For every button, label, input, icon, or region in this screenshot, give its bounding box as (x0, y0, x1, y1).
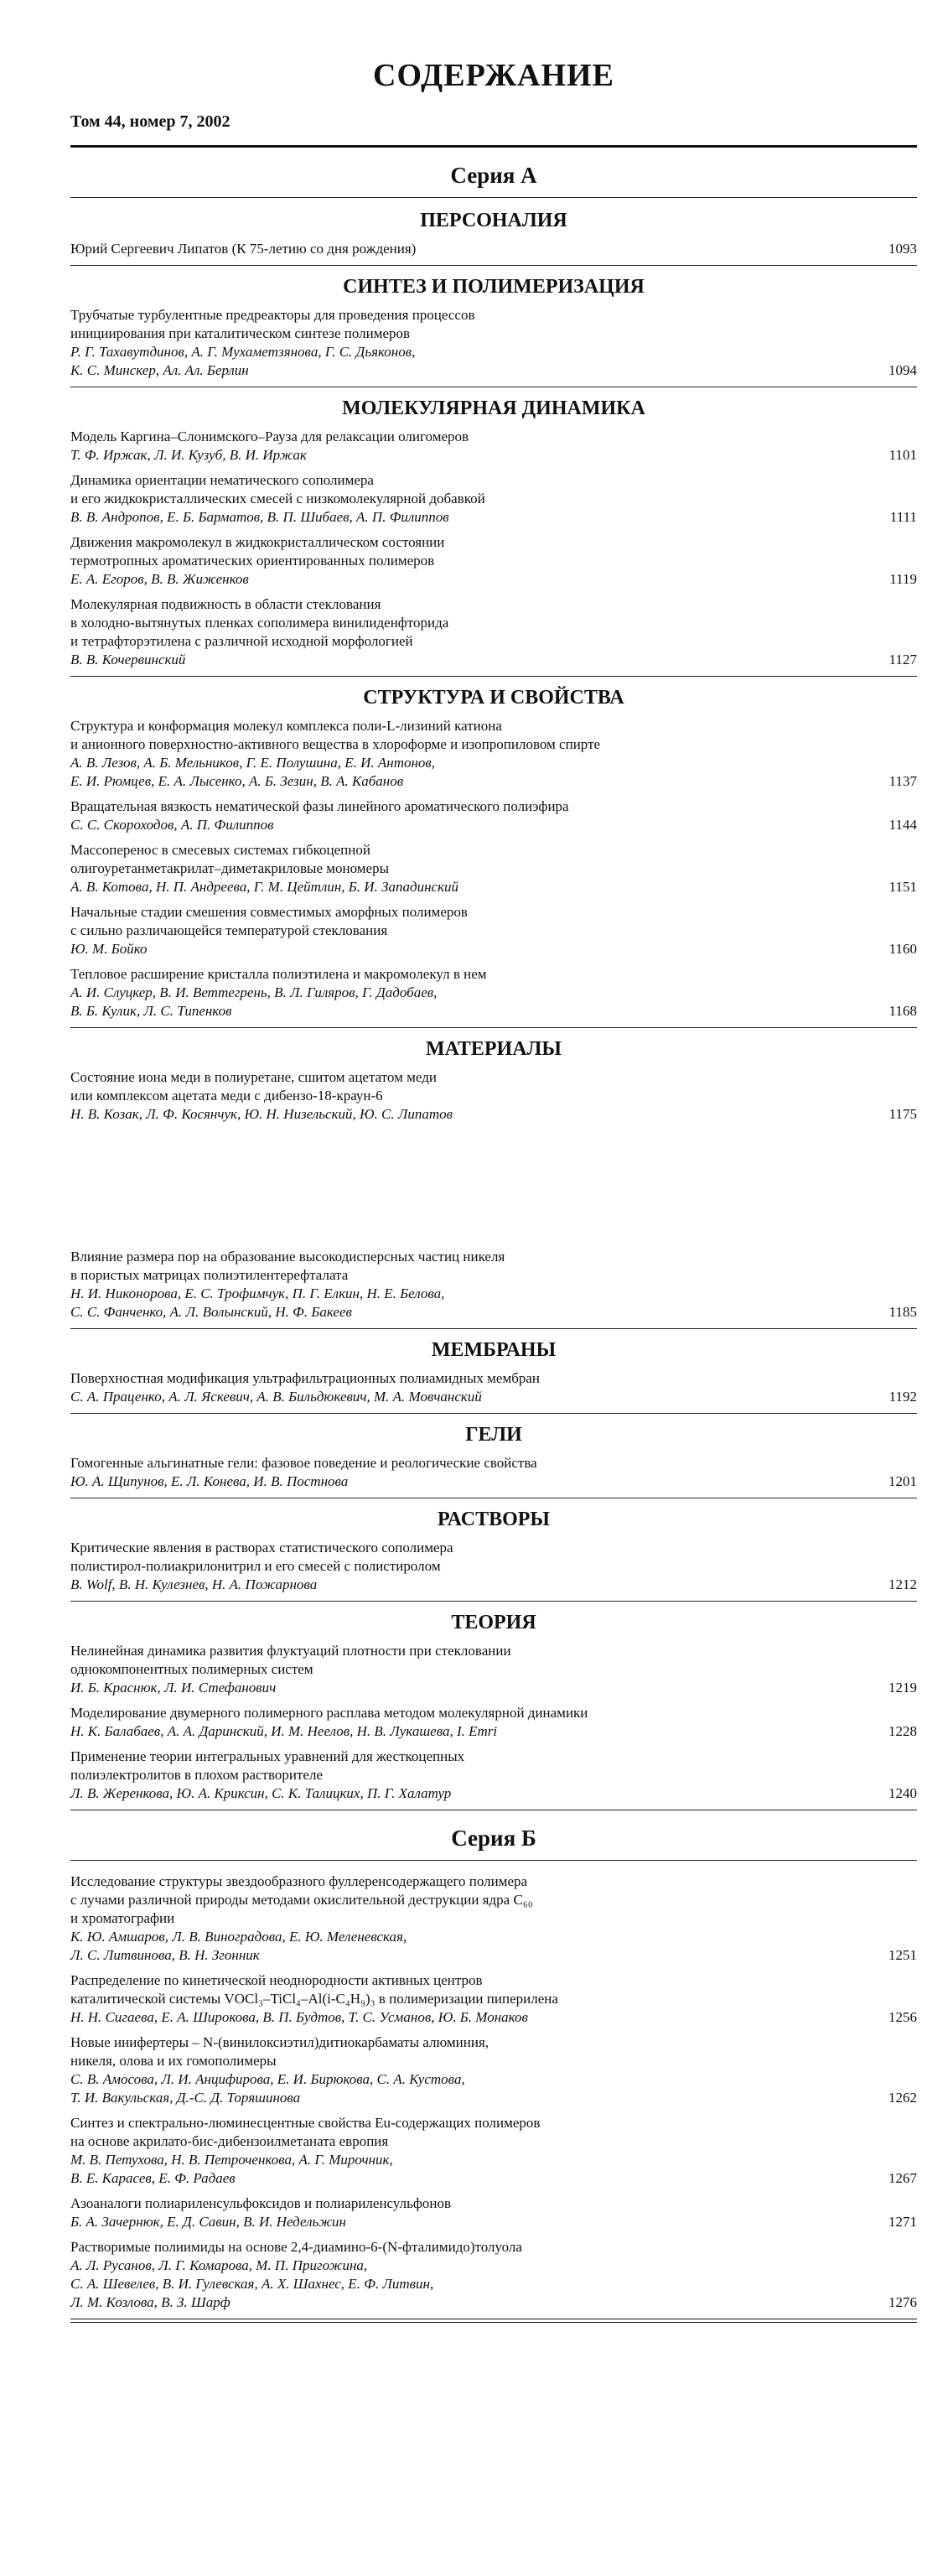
author-line: В. Е. Карасев, Е. Ф. Радаев (70, 2170, 236, 2186)
entry-authors (70, 940, 858, 958)
entry-authors-row (70, 1679, 917, 1697)
entry-page-number: 1228 (888, 1723, 917, 1739)
bottom-double-rule (70, 2319, 917, 2323)
entry-authors (70, 1576, 858, 1594)
author-line: А. В. Котова, Н. П. Андреева, Г. М. Цейтлин, Б. И. Западинский (70, 879, 459, 895)
author-line: Н. В. Козак, Л. Ф. Косянчук, Ю. Н. Низельский, Ю. С. Липатов (70, 1106, 453, 1122)
entry-title-line: Тепловое расширение кристалла полиэтилена и макромолекул в нем (70, 966, 487, 982)
toc-entry (70, 471, 917, 527)
toc-entry (70, 595, 917, 669)
toc-entry (70, 1248, 917, 1322)
author-line: В. В. Кочервинский (70, 652, 186, 667)
toc-entry (70, 903, 917, 958)
entry-title-line: Влияние размера пор на образование высокодисперсных частиц никеля (70, 1249, 505, 1265)
series-a-sections (70, 210, 917, 1810)
author-line: Н. К. Балабаев, А. А. Даринский, И. М. Неелов, Н. В. Лукашева, I. Emri (70, 1723, 498, 1739)
entry-authors (70, 2151, 858, 2188)
author-line: B. Wolf, В. Н. Кулезнев, Н. А. Пожарнова (70, 1576, 318, 1592)
entry-title-line: Структура и конформация молекул комплекса поли-L-лизиний катиона (70, 718, 502, 734)
entry-page-number: 1094 (888, 362, 917, 378)
entry-authors-row (70, 1722, 917, 1741)
entry-authors-row (70, 1388, 917, 1406)
section-rule (70, 265, 917, 266)
entry-page-number: 1251 (888, 1947, 917, 1963)
section-title: МОЛЕКУЛЯРНАЯ ДИНАМИКА (342, 397, 645, 419)
top-rule (70, 145, 917, 148)
toc-entry (70, 1748, 917, 1803)
entry-authors (70, 1928, 858, 1965)
entry-title-line: олигоуретанметакрилат–диметакриловые мономеры (70, 860, 390, 876)
entry-authors (70, 2008, 858, 2027)
entry-authors-row (70, 570, 917, 589)
entry-title-line: в пористых матрицах полиэтилентерефталата (70, 1267, 349, 1283)
author-line: А. В. Лезов, А. Б. Мельников, Г. Е. Полушина, Е. И. Антонов, (70, 755, 436, 771)
entry-title-line: или комплексом ацетата меди с дибензо-18-краун-6 (70, 1088, 383, 1104)
author-line: Е. И. Рюмцев, Е. А. Лысенко, А. Б. Зезин, В. А. Кабанов (70, 773, 404, 789)
toc-entry (70, 533, 917, 589)
entry-page-number: 1201 (888, 1473, 917, 1489)
author-line: М. В. Петухова, Н. В. Петроченкова, А. Г. Мирочник, (70, 2152, 393, 2168)
entry-authors-row (70, 984, 917, 1021)
series-a-rule (70, 197, 917, 198)
section-rule (70, 676, 917, 677)
author-line: Ю. А. Щипунов, Е. Л. Конева, И. В. Постнова (70, 1473, 349, 1489)
entry-authors (70, 1722, 858, 1741)
section-title: СИНТЕЗ И ПОЛИМЕРИЗАЦИЯ (343, 276, 645, 298)
author-line: В. В. Андропов, Е. Б. Барматов, В. П. Шибаев, А. П. Филиппов (70, 509, 449, 525)
toc-entry (70, 841, 917, 896)
entry-title-line: Молекулярная подвижность в области стеклования (70, 596, 381, 612)
entry-page-number: 1240 (888, 1785, 917, 1801)
toc-entry (70, 2114, 917, 2188)
entry-authors (70, 878, 858, 896)
toc-entry (70, 2238, 917, 2312)
entry-title-line: никеля, олова и их гомополимеры (70, 2053, 277, 2069)
toc-entry (70, 1539, 917, 1594)
entry-title-line: Динамика ориентации нематического сополимера (70, 472, 374, 488)
entry-title-line: Состояние иона меди в полиуретане, сшитом ацетатом меди (70, 1069, 437, 1085)
entry-page-number: 1219 (888, 1680, 917, 1696)
section-rule (70, 1601, 917, 1602)
entry-authors-row (70, 2257, 917, 2312)
entry-authors (70, 2070, 858, 2107)
toc-entry (70, 428, 917, 465)
toc-entry (70, 1971, 917, 2027)
entry-title-line: Критические явления в растворах статистического сополимера (70, 1540, 453, 1555)
author-line: Н. Н. Сигаева, Е. А. Широкова, В. П. Будтов, Т. С. Усманов, Ю. Б. Монаков (70, 2009, 528, 2025)
entry-authors (70, 1679, 858, 1697)
entry-title-line: и анионного поверхностно-активного вещества в хлороформе и изопропиловом спирте (70, 736, 601, 752)
entry-page-number: 1192 (888, 1389, 917, 1405)
entry-page-number: 1111 (889, 509, 917, 525)
entry-title-line: инициирования при каталитическом синтезе полимеров (70, 325, 411, 341)
toc-entry (70, 717, 917, 791)
toc-entry (70, 1454, 917, 1491)
entry-page-number: 1093 (888, 241, 917, 257)
entry-page-number: 1101 (888, 447, 917, 463)
series-a-title: Серия А (450, 163, 537, 188)
section-title: МЕМБРАНЫ (431, 1339, 557, 1361)
entry-authors-row (70, 1472, 917, 1491)
entry-title-line: Исследование структуры звездообразного фуллеренсодержащего полимера (70, 1873, 528, 1889)
entry-page-number: 1185 (888, 1304, 917, 1320)
entry-title-line: Азоаналоги полиариленсульфоксидов и полиариленсульфонов (70, 2195, 452, 2211)
author-line: С. А. Праценко, А. Л. Яскевич, А. В. Бильдюкевич, М. А. Мовчанский (70, 1389, 482, 1405)
entry-authors-row (70, 1285, 917, 1322)
toc-entry (70, 2033, 917, 2107)
entry-title-line: Распределение по кинетической неоднородности активных центров (70, 1972, 483, 1988)
entry-authors-row (70, 1928, 917, 1965)
author-line: Н. И. Никонорова, Е. С. Трофимчук, П. Г. Елкин, Н. Е. Белова, (70, 1285, 445, 1301)
entry-authors-row (70, 446, 917, 465)
entry-authors-row (70, 2070, 917, 2107)
author-line: С. А. Шевелев, В. И. Гулевская, А. Х. Шахнес, Е. Ф. Литвин, (70, 2276, 434, 2292)
section-title: МАТЕРИАЛЫ (426, 1038, 562, 1060)
entry-title-line: Растворимые полиимиды на основе 2,4-диамино-6-(N-фталимидо)толуола (70, 2239, 522, 2255)
toc-entry (70, 1068, 917, 1124)
entry-page-number: 1144 (888, 817, 917, 833)
entry-page-number: 1256 (888, 2009, 917, 2025)
entry-title-line: Юрий Сергеевич Липатов (К 75-летию со дня рождения) (70, 241, 417, 257)
author-line: Е. А. Егоров, В. В. Жиженков (70, 571, 249, 587)
entry-authors-row (70, 651, 917, 669)
entry-authors (70, 2257, 858, 2312)
entry-title-line: Вращательная вязкость нематической фазы линейного ароматического полиэфира (70, 798, 569, 814)
entry-authors (70, 1388, 858, 1406)
entry-page-number: 1168 (888, 1003, 917, 1019)
entry-title-line: полиэлектролитов в плохом растворителе (70, 1767, 323, 1783)
entry-page-number: 1267 (888, 2170, 917, 2186)
section-rule (70, 1027, 917, 1028)
author-line: С. В. Амосова, Л. И. Анцифирова, Е. И. Бирюкова, С. А. Кустова, (70, 2071, 465, 2087)
entry-title-row (70, 240, 917, 258)
entry-title-line: Нелинейная динамика развития флуктуаций плотности при стекловании (70, 1643, 511, 1659)
entry-authors-row (70, 508, 917, 527)
author-line: А. Л. Русанов, Л. Г. Комарова, М. П. Пригожина, (70, 2257, 368, 2273)
section-title: ТЕОРИЯ (451, 1612, 536, 1633)
entry-authors-row (70, 1784, 917, 1803)
contents-page (70, 57, 917, 2323)
entry-title-line: Применение теории интегральных уравнений для жесткоцепных (70, 1748, 465, 1764)
entry-page-number: 1151 (888, 879, 917, 895)
entry-authors (70, 570, 858, 589)
entry-authors-row (70, 2151, 917, 2188)
entry-title-line: Гомогенные альгинатные гели: фазовое поведение и реологические свойства (70, 1455, 537, 1471)
entry-authors (70, 816, 858, 834)
author-line: Л. С. Литвинова, В. Н. Згонник (70, 1947, 260, 1963)
entry-title-line: Модель Каргина–Слонимского–Рауза для релаксации олигомеров (70, 428, 469, 444)
entry-page-number: 1127 (888, 652, 917, 667)
toc-entry (70, 240, 917, 258)
entry-title-line: Трубчатые турбулентные предреакторы для проведения процессов (70, 307, 475, 323)
entry-title-line: Массоперенос в смесевых системах гибкоцепной (70, 842, 370, 858)
entry-authors-row (70, 2213, 917, 2231)
entry-title-line: и его жидкокристаллических смесей с низкомолекулярной добавкой (70, 491, 485, 506)
entry-authors (70, 508, 858, 527)
section-rule (70, 1328, 917, 1329)
toc-entry (70, 1704, 917, 1741)
entry-authors (70, 651, 858, 669)
series-b-rule (70, 1860, 917, 1861)
entry-page-number: 1137 (888, 773, 917, 789)
entry-authors (70, 1285, 858, 1322)
entry-page-number: 1262 (888, 2090, 917, 2106)
entry-authors-row (70, 940, 917, 958)
entry-title-line: с лучами различной природы методами окислительной деструкции ядра C₆₀ (70, 1892, 533, 1908)
blank-space (70, 1130, 917, 1248)
author-line: В. Б. Кулик, Л. С. Типенков (70, 1003, 232, 1019)
entry-authors-row (70, 343, 917, 380)
toc-entry (70, 306, 917, 380)
toc-entry (70, 1642, 917, 1697)
author-line: Т. Ф. Иржак, Л. И. Кузуб, В. И. Иржак (70, 447, 307, 463)
entry-authors (70, 1472, 858, 1491)
toc-entry (70, 797, 917, 834)
entry-title-line: однокомпонентных полимерных систем (70, 1661, 313, 1677)
page-title: СОДЕРЖАНИЕ (373, 58, 614, 93)
section-title: ГЕЛИ (465, 1424, 522, 1446)
entry-title-line: Моделирование двумерного полимерного расплава методом молекулярной динамики (70, 1705, 588, 1721)
entry-authors-row (70, 1105, 917, 1124)
entry-title-line: каталитической системы VOCl₃–TiCl₄–Al(i-C₄H₉)₃ в полимеризации пиперилена (70, 1991, 558, 2007)
entry-authors-row (70, 2008, 917, 2027)
author-line: К. С. Минскер, Ал. Ал. Берлин (70, 362, 249, 378)
entry-authors (70, 446, 858, 465)
author-line: И. Б. Краснюк, Л. И. Стефанович (70, 1680, 277, 1696)
author-line: А. И. Слуцкер, В. И. Веттегрень, В. Л. Гиляров, Г. Дадобаев, (70, 984, 438, 1000)
author-line: К. Ю. Амшаров, Л. В. Виноградова, Е. Ю. Меленевская, (70, 1929, 407, 1945)
entry-page-number: 1271 (888, 2214, 917, 2230)
author-line: Л. М. Козлова, В. З. Шарф (70, 2294, 230, 2310)
author-line: Ю. М. Бойко (70, 941, 148, 957)
entry-title-line: Синтез и спектрально-люминесцентные свойства Eu-содержащих полимеров (70, 2115, 541, 2131)
toc-entry (70, 965, 917, 1021)
author-line: С. С. Фанченко, А. Л. Волынский, Н. Ф. Бакеев (70, 1304, 352, 1320)
entry-authors (70, 754, 858, 791)
issue-info: Том 44, номер 7, 2002 (70, 112, 230, 131)
series-b-title: Серия Б (451, 1826, 536, 1851)
entry-title-line: и тетрафторэтилена с различной исходной морфологией (70, 633, 413, 649)
entry-page-number: 1160 (888, 941, 917, 957)
section-title: СТРУКТУРА И СВОЙСТВА (363, 687, 624, 709)
entry-authors (70, 1105, 858, 1124)
entry-page-number: 1276 (888, 2294, 917, 2310)
entry-authors (70, 1784, 858, 1803)
toc-entry (70, 1872, 917, 1965)
entry-authors-row (70, 878, 917, 896)
toc-entry (70, 2194, 917, 2231)
entry-authors-row (70, 1576, 917, 1594)
entry-authors (70, 2213, 858, 2231)
entry-title-line: полистирол-полиакрилонитрил и его смесей с полистиролом (70, 1558, 441, 1574)
entry-page-number: 1212 (888, 1576, 917, 1592)
toc-entry (70, 1369, 917, 1406)
entry-title-line: Движения макромолекул в жидкокристаллическом состоянии (70, 534, 445, 550)
section-title: РАСТВОРЫ (438, 1509, 550, 1530)
entry-title-line: в холодно-вытянутых пленках сополимера винилиденфторида (70, 615, 449, 631)
entry-title-line: с сильно различающейся температурой стеклования (70, 922, 388, 938)
entry-authors-row (70, 816, 917, 834)
author-line: Б. А. Зачернюк, Е. Д. Савин, В. И. Недельжин (70, 2214, 346, 2230)
entry-title-line: Поверхностная модификация ультрафильтрационных полиамидных мембран (70, 1370, 540, 1386)
entry-authors (70, 984, 858, 1021)
entry-title-line: на основе акрилато-бис-дибензоилметаната европия (70, 2133, 389, 2149)
entry-authors-row (70, 754, 917, 791)
entry-title-line: и хроматографии (70, 1910, 175, 1926)
entry-page-number: 1119 (889, 571, 917, 587)
section-title: ПЕРСОНАЛИЯ (420, 210, 567, 231)
entry-title-line: Начальные стадии смешения совместимых аморфных полимеров (70, 904, 468, 920)
author-line: Р. Г. Тахавутдинов, А. Г. Мухаметзянова, Г. С. Дьяконов, (70, 344, 416, 360)
series-b-entries (70, 1872, 917, 2312)
author-line: Л. В. Жеренкова, Ю. А. Криксин, С. К. Талицких, П. Г. Халатур (70, 1785, 452, 1801)
entry-title-line: термотропных ароматических ориентированных полимеров (70, 553, 435, 569)
entry-authors (70, 343, 858, 380)
author-line: С. С. Скороходов, А. П. Филиппов (70, 817, 274, 833)
entry-title-line: Новые инифертеры – N-(винилоксиэтил)дитиокарбаматы алюминия, (70, 2034, 489, 2050)
entry-page-number: 1175 (888, 1106, 917, 1122)
section-rule (70, 1413, 917, 1414)
author-line: Т. И. Вакульская, Д.-С. Д. Торяшинова (70, 2090, 301, 2106)
